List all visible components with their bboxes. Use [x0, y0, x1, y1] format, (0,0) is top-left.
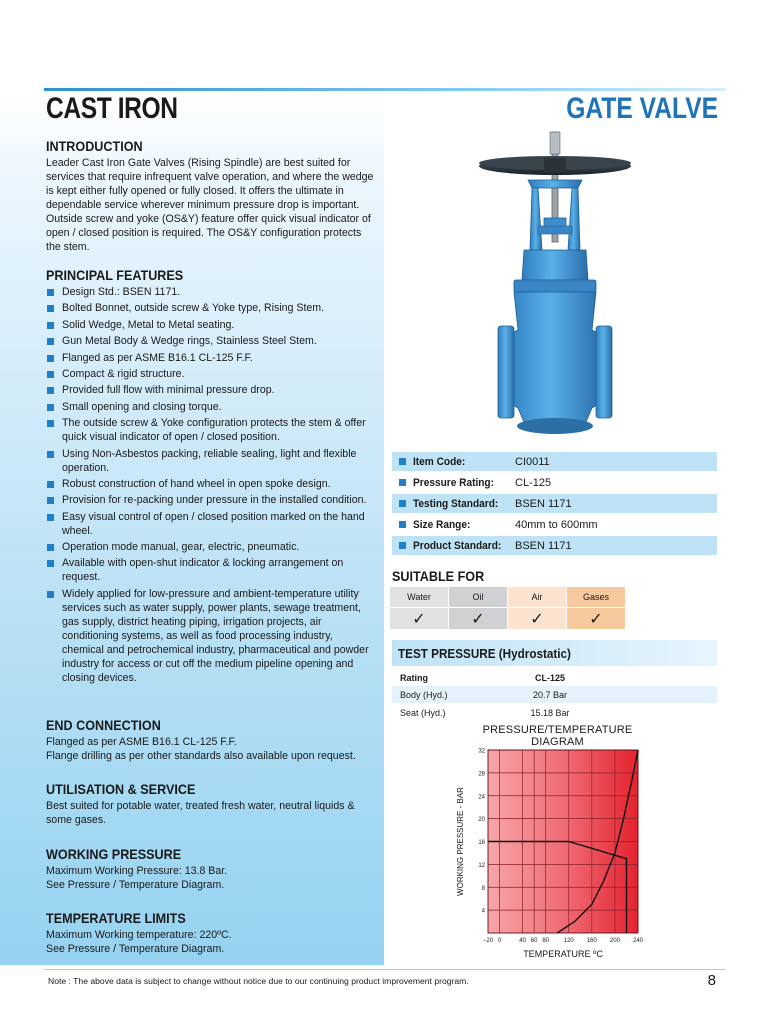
test-pressure-heading: TEST PRESSURE (Hydrostatic)	[392, 640, 717, 666]
y-tick-label: 32	[478, 748, 485, 755]
check-icon: ✓	[390, 608, 448, 629]
feature-item: The outside screw & Yoke configuration protects the stem & offer quick visual indicator of open / closed position.	[46, 416, 376, 444]
bullet-square-icon	[399, 500, 406, 507]
bullet-square-icon	[399, 458, 406, 465]
y-tick-label: 8	[481, 885, 485, 892]
bullet-square-icon	[399, 479, 406, 486]
feature-item: Provided full flow with minimal pressure drop.	[46, 383, 376, 397]
x-tick-label: 60	[530, 938, 538, 944]
x-tick-label: 120	[563, 938, 574, 944]
spec-value: CL-125	[515, 476, 552, 489]
chart-title: PRESSURE/TEMPERATURE DIAGRAM	[482, 724, 633, 748]
features-heading: PRINCIPAL FEATURES	[46, 267, 184, 283]
spec-row	[392, 452, 717, 471]
temperature-limits-section	[46, 910, 376, 956]
x-tick-label: 80	[542, 938, 550, 944]
header-rule	[44, 88, 726, 91]
test-pressure-row	[392, 704, 717, 721]
utilisation-section	[46, 781, 376, 827]
y-tick-label: 28	[478, 771, 485, 778]
spec-row	[392, 473, 717, 492]
chart-x-axis-label: TEMPERATURE ºC	[523, 949, 603, 959]
spec-row	[392, 515, 717, 534]
feature-item: Widely applied for low-pressure and ambient-temperature utility services such as water supply, power plants, sewage treatment, gas supply, district heating piping, irrigation projects, air conditioning systems, as well as food processing industry, chemical and petrochemical industry, pharmaceutical and powder industry for access or cut off the medium pipeline opening and closing devices.	[46, 587, 376, 685]
y-tick-label: 16	[478, 840, 485, 846]
chart-y-ticks	[478, 749, 485, 915]
y-tick-label: 4	[481, 908, 485, 915]
x-tick-label: 240	[632, 938, 644, 944]
x-tick-label: 160	[586, 938, 597, 944]
check-icon: ✓	[449, 608, 507, 629]
y-tick-label: 20	[478, 817, 485, 824]
spec-value: BSEN 1171	[515, 497, 572, 510]
feature-item: Easy visual control of open / closed position marked on the hand wheel.	[46, 510, 376, 538]
feature-item: Available with open-shut indicator & locking arrangement on request.	[46, 556, 376, 584]
x-tick-label: 40	[519, 938, 526, 944]
x-tick-label: 200	[609, 938, 620, 944]
row-label: Body (Hyd.)	[400, 689, 448, 700]
working-pressure-heading: WORKING PRESSURE	[46, 846, 182, 862]
row-value: 15.18 Bar	[530, 707, 570, 718]
end-connection-line: Flange drilling as per other standards also available upon request.	[46, 750, 356, 762]
spec-row	[392, 494, 717, 513]
feature-item: Design Std.: BSEN 1171.	[46, 285, 376, 299]
footer-background	[0, 965, 768, 1024]
spec-label: Size Range:	[413, 518, 471, 531]
check-icon: ✓	[508, 608, 566, 629]
temperature-limits-line: See Pressure / Temperature Diagram.	[46, 943, 225, 955]
feature-item: Compact & rigid structure.	[46, 367, 376, 381]
feature-item: Bolted Bonnet, outside screw & Yoke type, Rising Stem.	[46, 301, 376, 315]
spec-label: Testing Standard:	[413, 497, 499, 510]
introduction-text: Leader Cast Iron Gate Valves (Rising Spindle) are best suited for services that require infrequent valve operation, and where the wedge is kept either fully opened or fully closed. It offers the ultimate in dependable service wherever minimum pressure drop is important. Outside screw and yoke (OS&Y) feature offer quick visual indicator of open / closed position is required. The OS&Y configuration protects the stem.	[46, 157, 374, 253]
y-tick-label: 12	[478, 862, 485, 869]
gate-valve-illustration	[470, 130, 640, 450]
spec-label: Product Standard:	[413, 539, 502, 552]
feature-item: Robust construction of hand wheel in open spoke design.	[46, 477, 376, 491]
introduction-section	[46, 138, 376, 254]
features-section	[46, 267, 376, 687]
x-tick-label: 0	[497, 938, 502, 944]
page-title-material: CAST IRON	[46, 92, 178, 125]
spec-label: Item Code:	[413, 455, 466, 468]
pressure-temperature-chart	[450, 740, 650, 965]
footer-rule	[44, 969, 726, 970]
working-pressure-line: See Pressure / Temperature Diagram.	[46, 879, 225, 891]
spec-value: BSEN 1171	[515, 539, 572, 552]
row-value: 20.7 Bar	[532, 689, 568, 700]
feature-item: Using Non-Asbestos packing, reliable sealing, light and flexible operation.	[46, 447, 376, 475]
media-label-oil: Oil	[449, 587, 507, 607]
media-label-air: Air	[508, 587, 566, 607]
chart-x-ticks	[483, 938, 644, 944]
temperature-limits-line: Maximum Working temperature: 220ºC.	[46, 929, 232, 941]
feature-item: Gun Metal Body & Wedge rings, Stainless Steel Stem.	[46, 334, 376, 348]
bullet-square-icon	[399, 521, 406, 528]
footer-note: Note : The above data is subject to change without notice due to our continuing product improvement program.	[48, 976, 469, 986]
page-title-product: GATE VALVE	[566, 92, 718, 125]
media-label-water: Water	[390, 587, 448, 607]
spec-value: CI0011	[515, 455, 550, 468]
temperature-limits-heading: TEMPERATURE LIMITS	[46, 910, 186, 926]
feature-item: Flanged as per ASME B16.1 CL-125 F.F.	[46, 351, 376, 365]
spec-row	[392, 536, 717, 555]
utilisation-text: Best suited for potable water, treated fresh water, neutral liquids & some gases.	[46, 800, 355, 826]
spec-value: 40mm to 600mm	[515, 518, 598, 531]
suitable-for-heading: SUITABLE FOR	[392, 568, 485, 584]
page-number: 8	[707, 972, 716, 989]
y-tick-label: 24	[478, 794, 485, 801]
bullet-square-icon	[399, 542, 406, 549]
features-list	[46, 285, 376, 685]
end-connection-line: Flanged as per ASME B16.1 CL-125 F.F.	[46, 736, 237, 748]
column-header: CL-125	[534, 672, 565, 683]
working-pressure-line: Maximum Working Pressure: 13.8 Bar.	[46, 865, 228, 877]
media-label-gases: Gases	[567, 587, 625, 607]
feature-item: Small opening and closing torque.	[46, 400, 376, 414]
utilisation-heading: UTILISATION & SERVICE	[46, 781, 196, 797]
end-connection-section	[46, 717, 376, 763]
column-header: Rating	[400, 672, 428, 683]
introduction-heading: INTRODUCTION	[46, 138, 143, 154]
x-tick-label: −20	[482, 938, 494, 944]
feature-item: Provision for re-packing under pressure in the installed condition.	[46, 493, 376, 507]
spec-label: Pressure Rating:	[413, 476, 494, 489]
test-pressure-row	[392, 686, 717, 703]
chart-y-axis-label: WORKING PRESSURE - BAR	[456, 787, 465, 896]
row-label: Seat (Hyd.)	[400, 707, 446, 718]
check-icon: ✓	[567, 608, 625, 629]
working-pressure-section	[46, 846, 376, 892]
feature-item: Solid Wedge, Metal to Metal seating.	[46, 318, 376, 332]
end-connection-heading: END CONNECTION	[46, 717, 161, 733]
feature-item: Operation mode manual, gear, electric, pneumatic.	[46, 540, 376, 554]
test-pressure-header-row	[392, 669, 717, 686]
